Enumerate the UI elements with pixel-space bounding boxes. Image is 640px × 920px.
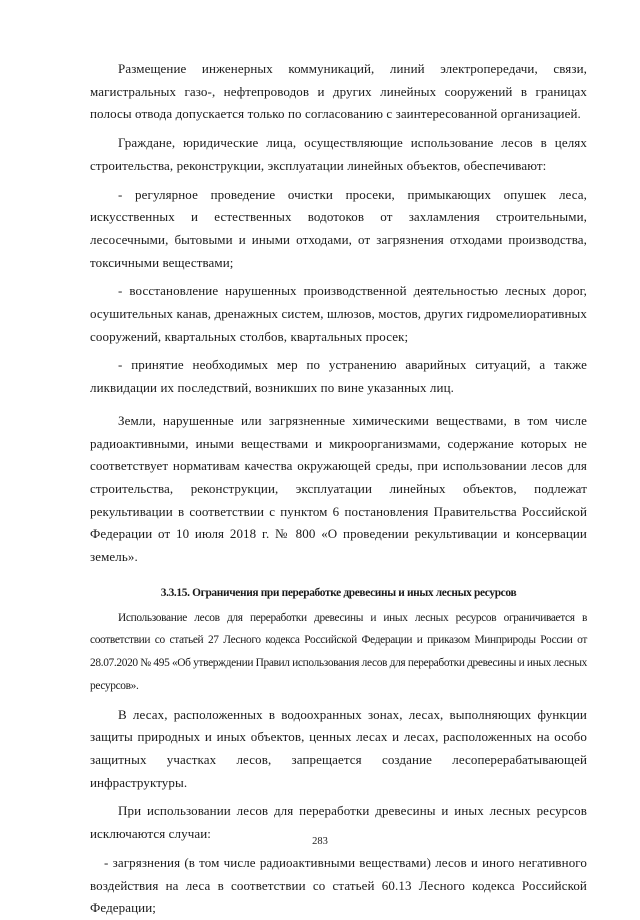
page-body	[90, 58, 587, 920]
paragraph-recultivation: Земли, нарушенные или загрязненные химическими веществами, в том числе радиоактивными, иными веществами и микроорганизмами, содержание которых не соответствует нормативам качества окружающей среды, при использовании лесов для строительства, реконструкции, эксплуатации линейных объектов, подлежат рекультивации в соответствии с пунктом 6 постановления Правительства Российской Федерации от 10 июля 2018 г. № 800 «О проведении рекультивации и консервации земель».	[90, 412, 587, 565]
section-heading: 3.3.15. Ограничения при переработке древесины и иных лесных ресурсов	[160, 586, 517, 599]
list-item-clearing: - регулярное проведение очистки просеки, примыкающих опушек леса, искусственных и естественных водотоков от захламления строительными, лесосечными, бытовыми и иными отходами, от загрязнения отходами производства, токсичными веществами;	[90, 186, 587, 270]
paragraph-processing-restriction: Использование лесов для переработки древесины и иных лесных ресурсов ограничивается в соответствии со статьей 27 Лесного кодекса Российской Федерации и приказом Минприроды России от 28.07.2020 № 495 «Об утверждении Правил использования лесов для переработки древесины и иных лесных ресурсов».	[90, 611, 587, 692]
paragraph-protected-forests: В лесах, расположенных в водоохранных зонах, лесах, выполняющих функции защиты природных и иных объектов, ценных лесах и лесах, расположенных на особо защитных участках лесов, запрещается создание лесоперерабатывающей инфраструктуры.	[90, 706, 587, 790]
paragraph-utilities-placement: Размещение инженерных коммуникаций, линий электропередачи, связи, магистральных газо-, нефтепроводов и других линейных сооружений в границах полосы отвода допускается только по согласованию с заинтересованной организацией.	[90, 61, 587, 122]
list-item-emergency: - принятие необходимых мер по устранению аварийных ситуаций, а также ликвидации их последствий, возникших по вине указанных лиц.	[90, 357, 587, 396]
page-number: 283	[312, 836, 328, 847]
paragraph-obligations-intro: Граждане, юридические лица, осуществляющие использование лесов в целях строительства, реконструкции, эксплуатации линейных объектов, обеспечивают:	[90, 135, 587, 173]
list-item-restoration: - восстановление нарушенных производственной деятельностью лесных дорог, осушительных канав, дренажных систем, шлюзов, мостов, других гидромелиоративных сооружений, квартальных столбов, квартальных просек;	[90, 283, 587, 344]
paragraph-excluded-cases: При использовании лесов для переработки древесины и иных лесных ресурсов исключаются случаи:	[90, 803, 587, 842]
list-item-pollution: - загрязнения (в том числе радиоактивными веществами) лесов и иного негативного воздействия на леса в соответствии со статьей 60.13 Лесного кодекса Российской Федерации;	[90, 854, 587, 916]
